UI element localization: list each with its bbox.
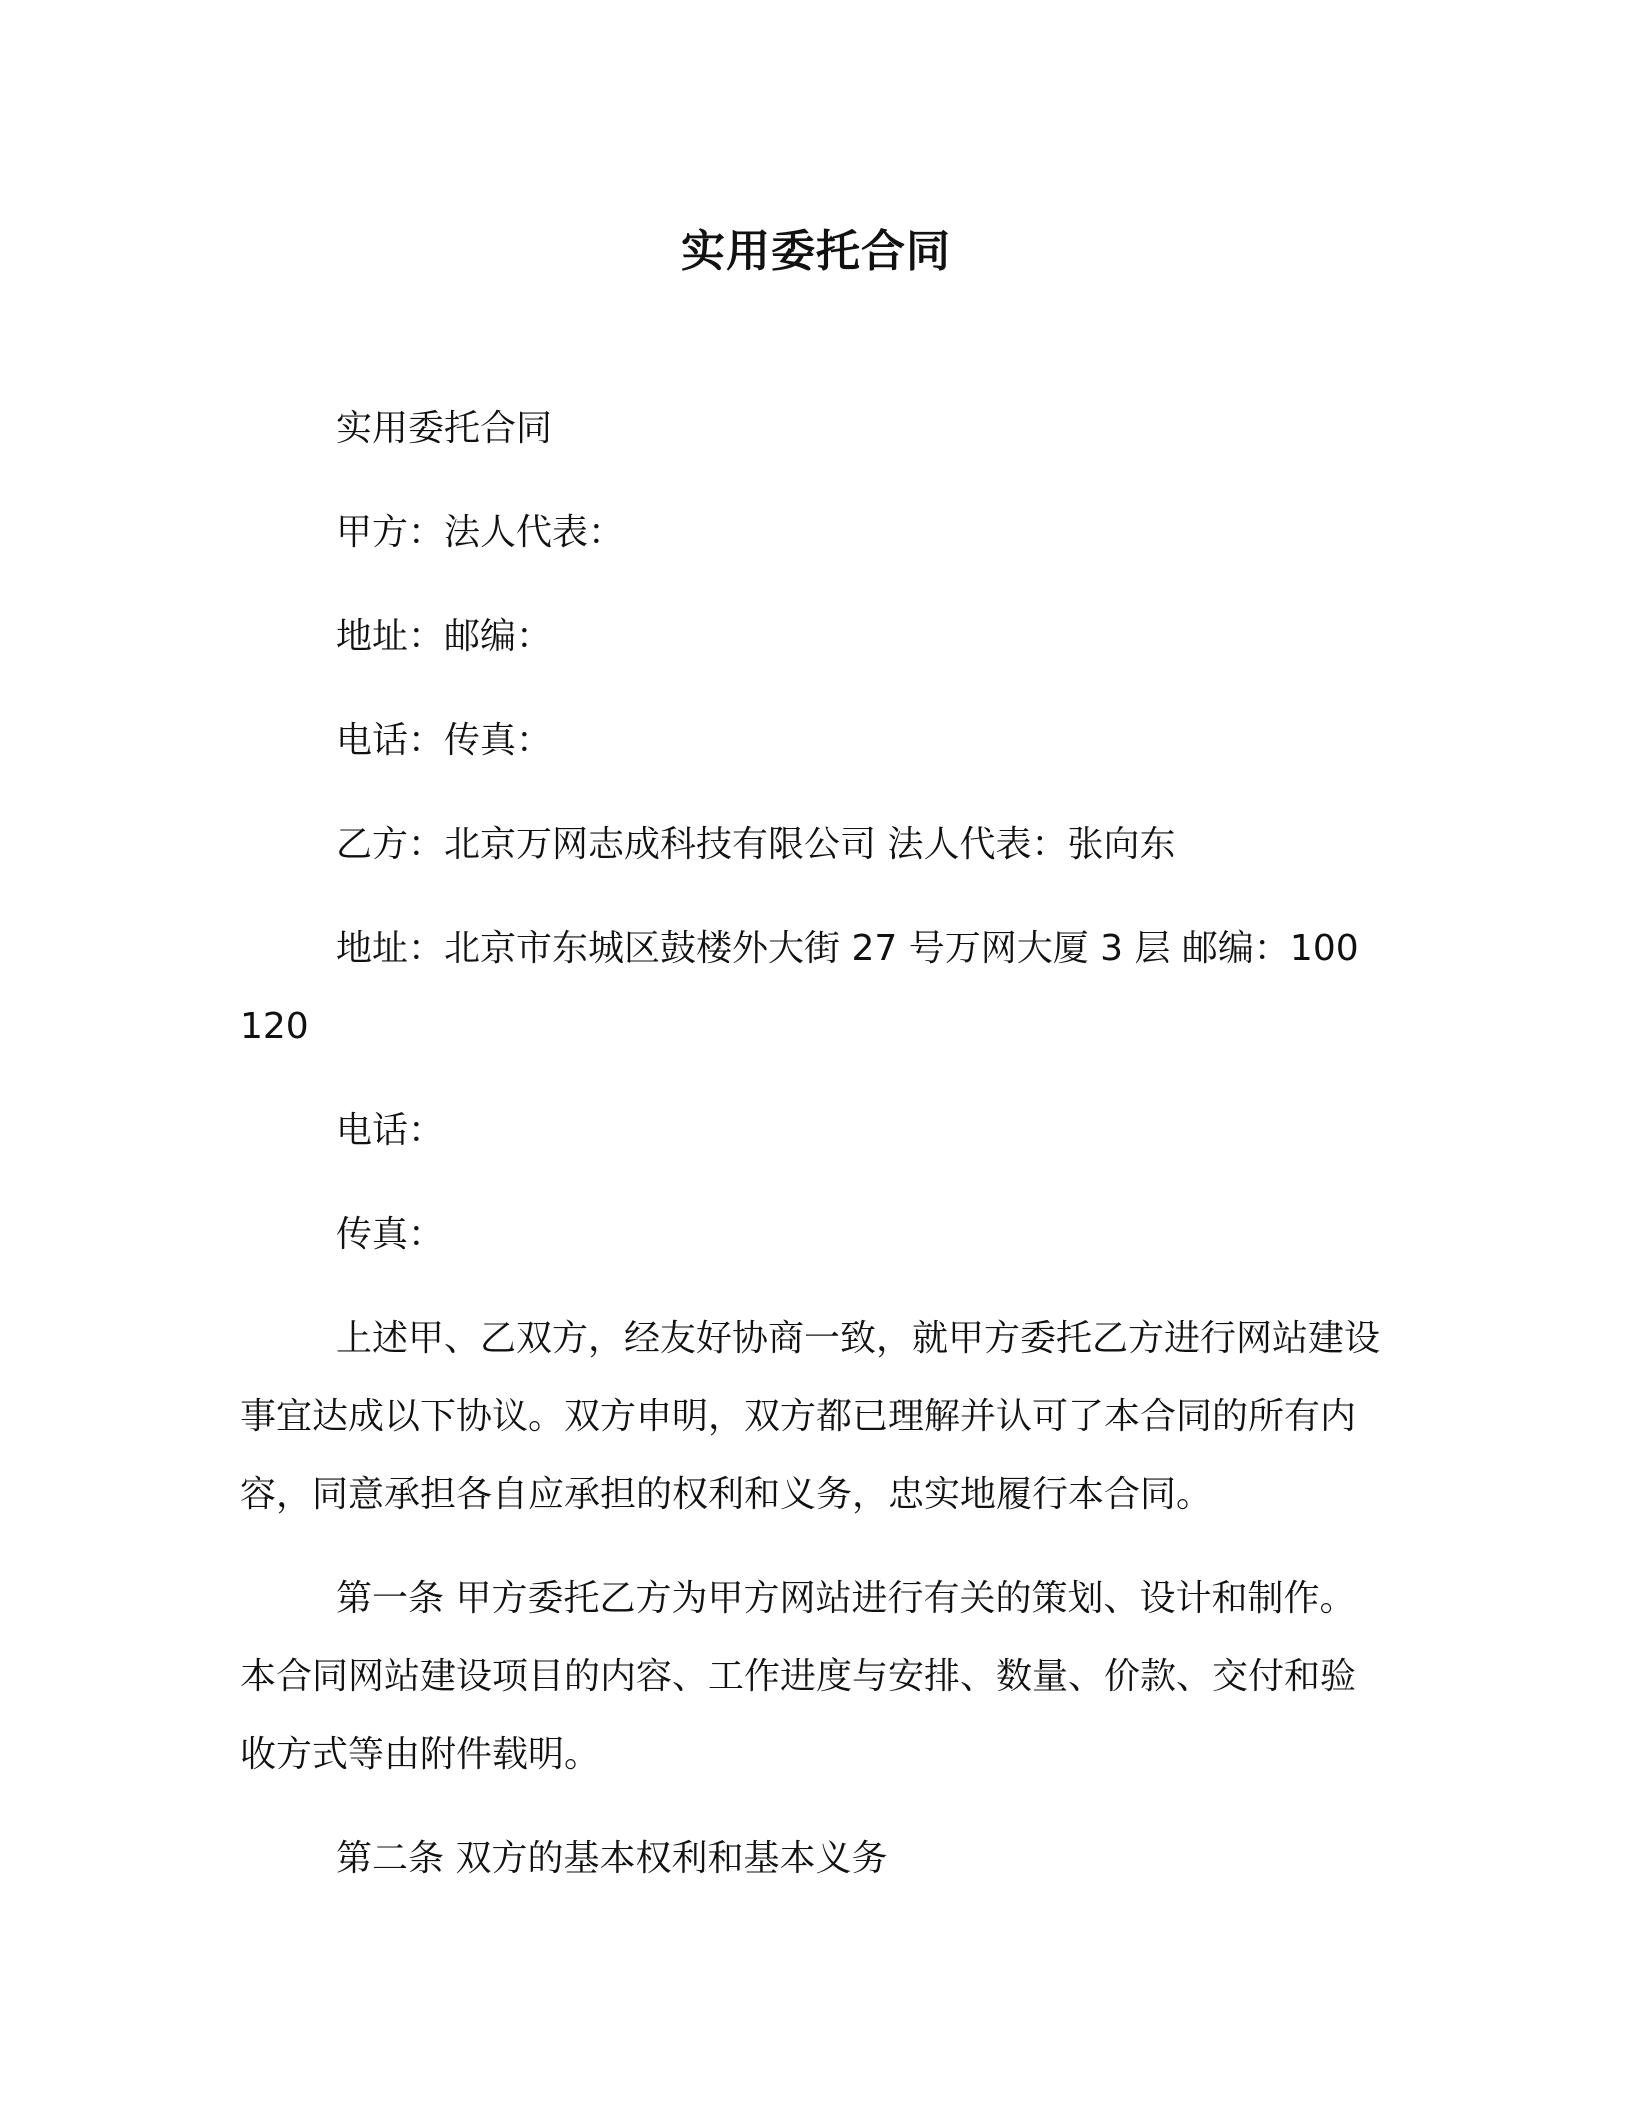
- paragraph-article-2: 第二条 双方的基本权利和基本义务: [336, 1838, 888, 1879]
- paragraph-party-b-address: 地址：北京市东城区鼓楼外大街 27 号万网大厦 3 层 邮编：100120: [240, 928, 1359, 1047]
- paragraph-article-1: 第一条 甲方委托乙方为甲方网站进行有关的策划、设计和制作。本合同网站建设项目的内容、工作进度与安排、数量、价款、交付和验收方式等由附件载明。: [240, 1578, 1357, 1775]
- paragraph-party-b: 乙方：北京万网志成科技有限公司 法人代表：张向东: [336, 824, 1176, 865]
- paragraph-party-b-phone: 电话：: [336, 1110, 445, 1151]
- document-body: [240, 390, 1380, 1924]
- paragraph-party-a-address: 地址：邮编：: [336, 616, 553, 657]
- paragraph-heading: 实用委托合同: [336, 408, 553, 449]
- paragraph-party-a-phone: 电话：传真：: [336, 720, 553, 761]
- document-title: 实用委托合同: [681, 226, 951, 277]
- paragraph-party-a: 甲方：法人代表：: [336, 512, 625, 553]
- paragraph-party-b-fax: 传真：: [336, 1214, 445, 1255]
- paragraph-preamble: 上述甲、乙双方，经友好协商一致，就甲方委托乙方进行网站建设事宜达成以下协议。双方申明，双方都已理解并认可了本合同的所有内容，同意承担各自应承担的权利和义务，忠实地履行本合同。: [240, 1318, 1381, 1515]
